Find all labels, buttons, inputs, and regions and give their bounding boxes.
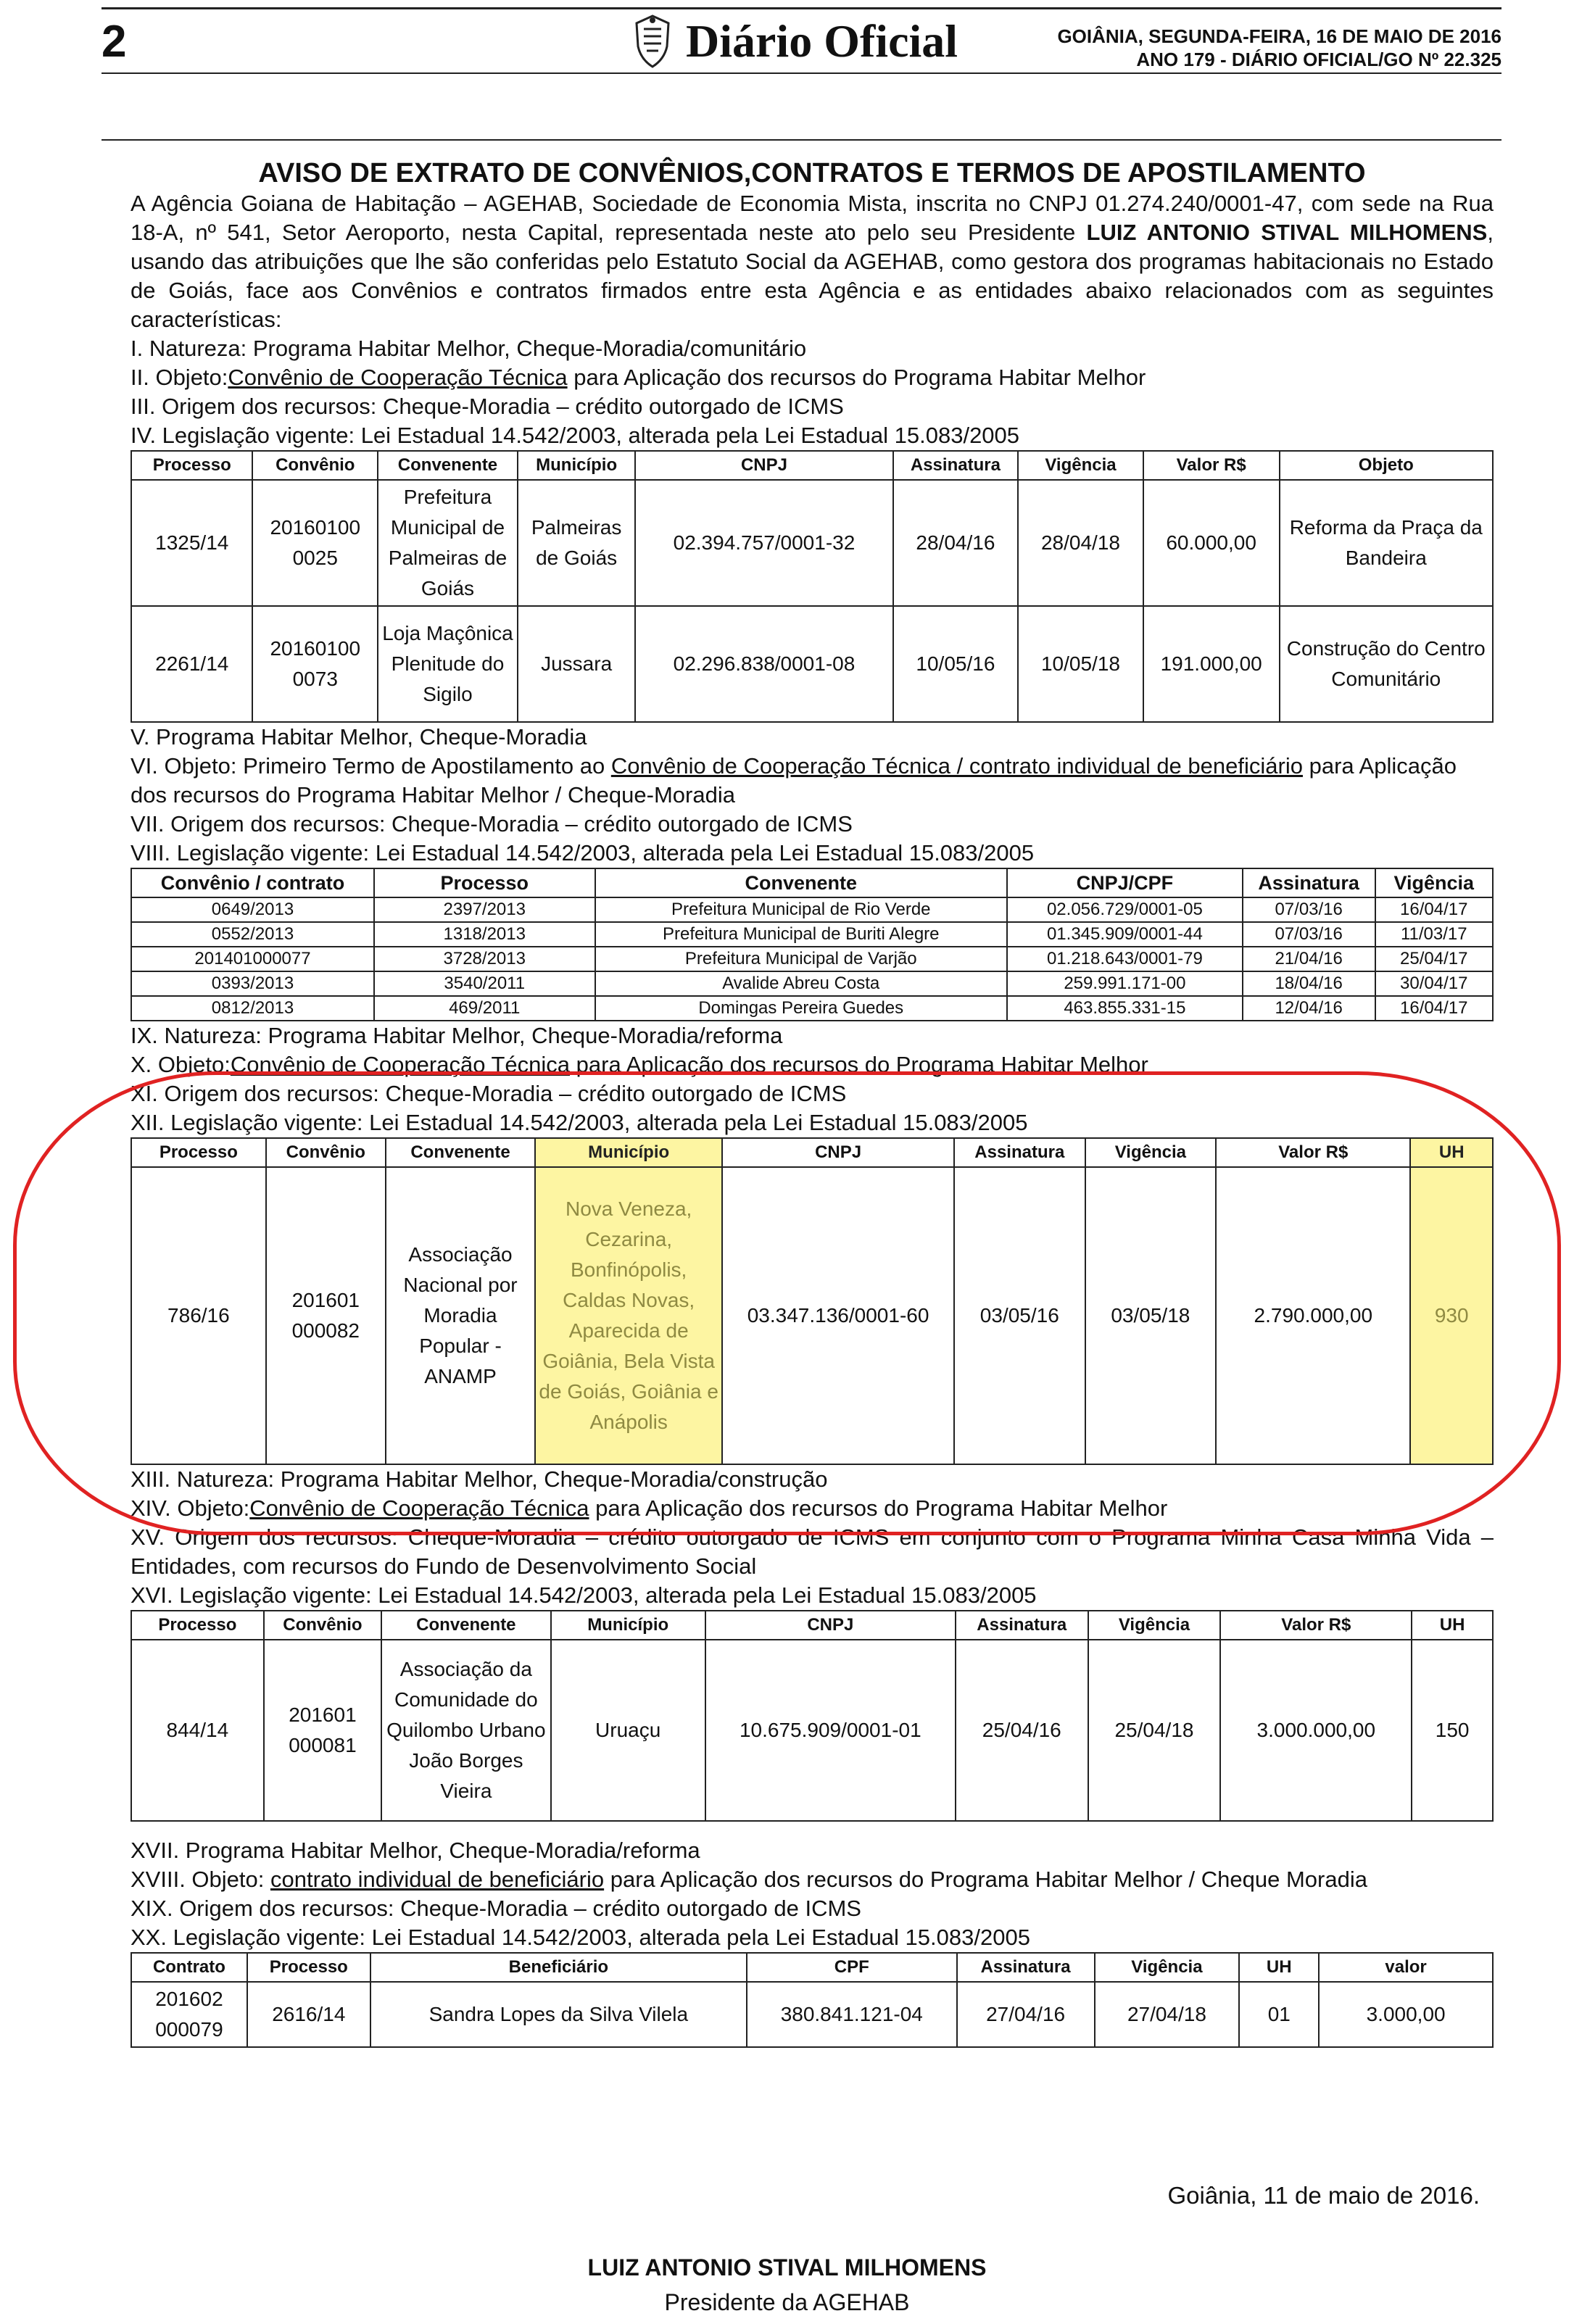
col-header: Valor R$ bbox=[1143, 451, 1280, 480]
header-bottom-rule bbox=[102, 72, 1501, 74]
item-xix: XIX. Origem dos recursos: Cheque-Moradia – crédito outorgado de ICMS bbox=[131, 1896, 861, 1921]
cell: 1325/14 bbox=[131, 480, 252, 606]
col-header: Objeto bbox=[1280, 451, 1493, 480]
table-convenio-quilombo bbox=[131, 1610, 1494, 1822]
cell: 07/03/16 bbox=[1243, 897, 1375, 922]
cell: Sandra Lopes da Silva Vilela bbox=[370, 1982, 747, 2047]
cell: 02.056.729/0001-05 bbox=[1007, 897, 1243, 922]
table-row bbox=[131, 897, 1493, 922]
cell: 12/04/16 bbox=[1243, 996, 1375, 1021]
item-vii: VII. Origem dos recursos: Cheque-Moradia – crédito outorgado de ICMS bbox=[131, 811, 853, 837]
table-row bbox=[131, 922, 1493, 947]
cell: 0812/2013 bbox=[131, 996, 374, 1021]
col-header: Beneficiário bbox=[370, 1953, 747, 1982]
item-ii-suffix: para Aplicação dos recursos do Programa Habitar Melhor bbox=[567, 365, 1146, 390]
item-viii: VIII. Legislação vigente: Lei Estadual 14.542/2003, alterada pela Lei Estadual 15.083/2005 bbox=[131, 840, 1035, 866]
item-xvii: XVII. Programa Habitar Melhor, Cheque-Moradia/reforma bbox=[131, 1838, 700, 1863]
page-number: 2 bbox=[102, 17, 127, 67]
cell: 20160100 0073 bbox=[252, 606, 378, 722]
cell: 844/14 bbox=[131, 1640, 264, 1821]
header-top-rule bbox=[102, 7, 1501, 9]
cell: 20160100 0025 bbox=[252, 480, 378, 606]
item-xiv-underlined: Convênio de Cooperação Técnica bbox=[249, 1495, 589, 1521]
cell: 30/04/17 bbox=[1375, 971, 1493, 996]
item-xviii bbox=[131, 1865, 1494, 1894]
cell: 10.675.909/0001-01 bbox=[705, 1640, 956, 1821]
cell: 786/16 bbox=[131, 1167, 266, 1464]
cell: 10/05/18 bbox=[1018, 606, 1143, 722]
col-header: Município bbox=[535, 1138, 722, 1167]
cell: Reforma da Praça da Bandeira bbox=[1280, 480, 1493, 606]
cell: 01.218.643/0001-79 bbox=[1007, 947, 1243, 971]
col-header: UH bbox=[1239, 1953, 1319, 1982]
col-header: Assinatura bbox=[1243, 868, 1375, 897]
cell: 07/03/16 bbox=[1243, 922, 1375, 947]
header-date: GOIÂNIA, SEGUNDA-FEIRA, 16 DE MAIO DE 2016 bbox=[1057, 25, 1501, 47]
place-date: Goiânia, 11 de maio de 2016. bbox=[1167, 2182, 1480, 2209]
col-header: Processo bbox=[131, 1611, 264, 1640]
president-name: LUIZ ANTONIO STIVAL MILHOMENS bbox=[1086, 220, 1488, 245]
cell: 25/04/16 bbox=[956, 1640, 1088, 1821]
cell: 02.296.838/0001-08 bbox=[635, 606, 892, 722]
item-iii: III. Origem dos recursos: Cheque-Moradia – crédito outorgado de ICMS bbox=[131, 394, 844, 419]
col-header: CNPJ bbox=[705, 1611, 956, 1640]
cell: 469/2011 bbox=[374, 996, 595, 1021]
notice-title: AVISO DE EXTRATO DE CONVÊNIOS,CONTRATOS E TERMOS DE APOSTILAMENTO bbox=[258, 158, 1366, 188]
item-v: V. Programa Habitar Melhor, Cheque-Moradia bbox=[131, 724, 587, 750]
item-ii-underlined: Convênio de Cooperação Técnica bbox=[228, 365, 568, 390]
table-contrato-individual bbox=[131, 1952, 1494, 2048]
col-header: Município bbox=[551, 1611, 705, 1640]
item-ix: IX. Natureza: Programa Habitar Melhor, Cheque-Moradia/reforma bbox=[131, 1023, 783, 1048]
cell: 2616/14 bbox=[247, 1982, 370, 2047]
cell: 3728/2013 bbox=[374, 947, 595, 971]
cell: Uruaçu bbox=[551, 1640, 705, 1821]
cell: Prefeitura Municipal de Buriti Alegre bbox=[595, 922, 1007, 947]
cell: 01 bbox=[1239, 1982, 1319, 2047]
header-edition: ANO 179 - DIÁRIO OFICIAL/GO Nº 22.325 bbox=[1136, 49, 1501, 70]
col-header: Convenente bbox=[378, 451, 518, 480]
cell: Prefeitura Municipal de Varjão bbox=[595, 947, 1007, 971]
cell: 25/04/18 bbox=[1088, 1640, 1221, 1821]
cell: 01.345.909/0001-44 bbox=[1007, 922, 1243, 947]
section-rule bbox=[102, 139, 1501, 141]
table-row bbox=[131, 1982, 1493, 2047]
item-x-prefix: X. Objeto: bbox=[131, 1052, 231, 1077]
col-header: Valor R$ bbox=[1216, 1138, 1410, 1167]
table-row bbox=[131, 606, 1493, 722]
cell: 201602 000079 bbox=[131, 1982, 247, 2047]
item-xiv-suffix: para Aplicação dos recursos do Programa Habitar Melhor bbox=[589, 1495, 1168, 1521]
col-header: Processo bbox=[131, 1138, 266, 1167]
col-header: Vigência bbox=[1085, 1138, 1217, 1167]
cell: Associação da Comunidade do Quilombo Urbano João Borges Vieira bbox=[381, 1640, 550, 1821]
cell: 25/04/17 bbox=[1375, 947, 1493, 971]
col-header: Vigência bbox=[1088, 1611, 1221, 1640]
cell: 28/04/16 bbox=[893, 480, 1019, 606]
cell: 2.790.000,00 bbox=[1216, 1167, 1410, 1464]
table-row bbox=[131, 971, 1493, 996]
col-header: CNPJ/CPF bbox=[1007, 868, 1243, 897]
item-vi-suffix: para Aplicação dos recursos do Programa Habitar Melhor / Cheque-Moradia bbox=[131, 753, 1457, 808]
masthead bbox=[631, 13, 958, 70]
item-ii-prefix: II. Objeto: bbox=[131, 365, 228, 390]
col-header: Convênio bbox=[252, 451, 378, 480]
table-row bbox=[131, 996, 1493, 1021]
cell: 21/04/16 bbox=[1243, 947, 1375, 971]
cell: 0649/2013 bbox=[131, 897, 374, 922]
cell: 201601 000082 bbox=[266, 1167, 386, 1464]
col-header: Convenente bbox=[386, 1138, 535, 1167]
col-header: Processo bbox=[131, 451, 252, 480]
signatory-name: LUIZ ANTONIO STIVAL MILHOMENS bbox=[587, 2254, 987, 2281]
cell: 03/05/18 bbox=[1085, 1167, 1217, 1464]
col-header: Convênio / contrato bbox=[131, 868, 374, 897]
table-convenios-1 bbox=[131, 450, 1494, 723]
item-x-suffix: para Aplicação dos recursos do Programa Habitar Melhor bbox=[570, 1052, 1148, 1077]
col-header: Convenente bbox=[595, 868, 1007, 897]
cell: 02.394.757/0001-32 bbox=[635, 480, 892, 606]
col-header: Valor R$ bbox=[1220, 1611, 1412, 1640]
table-header-row bbox=[131, 451, 1493, 480]
col-header: valor bbox=[1319, 1953, 1493, 1982]
item-i: I. Natureza: Programa Habitar Melhor, Cheque-Moradia/comunitário bbox=[131, 336, 807, 361]
cell: Loja Maçônica Plenitude do Sigilo bbox=[378, 606, 518, 722]
col-header: UH bbox=[1410, 1138, 1493, 1167]
col-header: Assinatura bbox=[956, 1611, 1088, 1640]
col-header: Convênio bbox=[266, 1138, 386, 1167]
cell: 463.855.331-15 bbox=[1007, 996, 1243, 1021]
item-vi-underlined: Convênio de Cooperação Técnica / contrato individual de beneficiário bbox=[610, 753, 1303, 779]
spacer bbox=[131, 1822, 1494, 1836]
table-header-row bbox=[131, 868, 1493, 897]
header-info bbox=[1057, 25, 1501, 71]
cell: 03/05/16 bbox=[954, 1167, 1085, 1464]
intro-paragraph bbox=[131, 189, 1494, 334]
item-xviii-prefix: XVIII. Objeto: bbox=[131, 1867, 270, 1892]
cell: 18/04/16 bbox=[1243, 971, 1375, 996]
red-annotation-circle bbox=[13, 1071, 1561, 1535]
col-header: Vigência bbox=[1375, 868, 1493, 897]
cell: Jussara bbox=[518, 606, 635, 722]
highlighted-municipios-cell: Nova Veneza, Cezarina, Bonfinópolis, Caldas Novas, Aparecida de Goiânia, Bela Vista de Goiás, Goiânia e Anápolis bbox=[535, 1167, 722, 1464]
item-xii: XII. Legislação vigente: Lei Estadual 14.542/2003, alterada pela Lei Estadual 15.083/2005 bbox=[131, 1110, 1028, 1135]
cell: 380.841.121-04 bbox=[747, 1982, 957, 2047]
col-header: Processo bbox=[374, 868, 595, 897]
intro-text-2: , usando das atribuições que lhe são conferidas pelo Estatuto Social da AGEHAB, como gestora dos programas habitacionais no Estado de Goiás, face aos Convênios e contratos firmados entre esta Agência e as entidades abaixo relacionados com as seguintes características: bbox=[131, 220, 1494, 332]
signatory-role: Presidente da AGEHAB bbox=[664, 2289, 910, 2315]
cell: 28/04/18 bbox=[1018, 480, 1143, 606]
cell: 27/04/18 bbox=[1095, 1982, 1240, 2047]
item-vi-prefix: VI. Objeto: Primeiro Termo de Apostilamento ao bbox=[131, 753, 611, 779]
cell: 10/05/16 bbox=[893, 606, 1019, 722]
table-row bbox=[131, 947, 1493, 971]
cell: 27/04/16 bbox=[957, 1982, 1095, 2047]
cell: 03.347.136/0001-60 bbox=[722, 1167, 954, 1464]
intro-text-1: A Agência Goiana de Habitação – AGEHAB, Sociedade de Economia Mista, inscrita no CNPJ 01.274.240/0001-47, com sede na Rua 18-A, nº 541, Setor Aeroporto, nesta Capital, representada neste ato pelo seu Presidente bbox=[131, 191, 1494, 245]
item-xvi: XVI. Legislação vigente: Lei Estadual 14.542/2003, alterada pela Lei Estadual 15.083/2005 bbox=[131, 1582, 1037, 1608]
col-header: Processo bbox=[247, 1953, 370, 1982]
cell: 11/03/17 bbox=[1375, 922, 1493, 947]
item-xiv-prefix: XIV. Objeto: bbox=[131, 1495, 250, 1521]
col-header: Contrato bbox=[131, 1953, 247, 1982]
highlighted-uh-cell: 930 bbox=[1410, 1167, 1493, 1464]
col-header: Assinatura bbox=[954, 1138, 1085, 1167]
cell: 16/04/17 bbox=[1375, 996, 1493, 1021]
item-iv: IV. Legislação vigente: Lei Estadual 14.542/2003, alterada pela Lei Estadual 15.083/2005 bbox=[131, 423, 1020, 448]
item-xv: XV. Origem dos recursos: Cheque-Moradia – crédito outorgado de ICMS em conjunto com o Programa Minha Casa Minha Vida – Entidades, com recursos do Fundo de Desenvolvimento Social bbox=[131, 1524, 1494, 1579]
table-row bbox=[131, 1640, 1493, 1821]
cell: Palmeiras de Goiás bbox=[518, 480, 635, 606]
item-xiii: XIII. Natureza: Programa Habitar Melhor, Cheque-Moradia/construção bbox=[131, 1466, 828, 1492]
col-header: Convênio bbox=[264, 1611, 381, 1640]
cell: 201401000077 bbox=[131, 947, 374, 971]
table-header-row bbox=[131, 1611, 1493, 1640]
table-apostilamentos bbox=[131, 868, 1494, 1021]
cell: 259.991.171-00 bbox=[1007, 971, 1243, 996]
item-ii bbox=[131, 363, 1494, 392]
cell: Prefeitura Municipal de Rio Verde bbox=[595, 897, 1007, 922]
cell: 0552/2013 bbox=[131, 922, 374, 947]
table-row bbox=[131, 480, 1493, 606]
cell: 0393/2013 bbox=[131, 971, 374, 996]
cell: 2397/2013 bbox=[374, 897, 595, 922]
cell: Domingas Pereira Guedes bbox=[595, 996, 1007, 1021]
col-header: Assinatura bbox=[957, 1953, 1095, 1982]
cell: Associação Nacional por Moradia Popular - ANAMP bbox=[386, 1167, 535, 1464]
cell: 191.000,00 bbox=[1143, 606, 1280, 722]
col-header: Assinatura bbox=[893, 451, 1019, 480]
cell: 60.000,00 bbox=[1143, 480, 1280, 606]
table-header-row bbox=[131, 1953, 1493, 1982]
cell: Avalide Abreu Costa bbox=[595, 971, 1007, 996]
col-header: CPF bbox=[747, 1953, 957, 1982]
cell: 3.000.000,00 bbox=[1220, 1640, 1412, 1821]
paper-name: Diário Oficial bbox=[686, 15, 958, 67]
cell: 150 bbox=[1412, 1640, 1493, 1821]
item-xi: XI. Origem dos recursos: Cheque-Moradia – crédito outorgado de ICMS bbox=[131, 1081, 847, 1106]
cell: 3.000,00 bbox=[1319, 1982, 1493, 2047]
cell: 201601 000081 bbox=[264, 1640, 381, 1821]
cell: Prefeitura Municipal de Palmeiras de Goiás bbox=[378, 480, 518, 606]
col-header: UH bbox=[1412, 1611, 1493, 1640]
item-vi bbox=[131, 752, 1494, 810]
cell: 1318/2013 bbox=[374, 922, 595, 947]
col-header: Convenente bbox=[381, 1611, 550, 1640]
item-xviii-suffix: para Aplicação dos recursos do Programa Habitar Melhor / Cheque Moradia bbox=[604, 1867, 1367, 1892]
cell: Construção do Centro Comunitário bbox=[1280, 606, 1493, 722]
item-xx: XX. Legislação vigente: Lei Estadual 14.542/2003, alterada pela Lei Estadual 15.083/2005 bbox=[131, 1925, 1030, 1950]
cell: 3540/2011 bbox=[374, 971, 595, 996]
item-x-underlined: Convênio de Cooperação Técnica bbox=[230, 1052, 571, 1077]
col-header: CNPJ bbox=[722, 1138, 954, 1167]
item-xviii-underlined: contrato individual de beneficiário bbox=[270, 1867, 605, 1892]
cell: 2261/14 bbox=[131, 606, 252, 722]
col-header: Município bbox=[518, 451, 635, 480]
col-header: Vigência bbox=[1018, 451, 1143, 480]
col-header: Vigência bbox=[1095, 1953, 1240, 1982]
col-header: CNPJ bbox=[635, 451, 892, 480]
coat-of-arms-icon bbox=[631, 13, 674, 70]
cell: 16/04/17 bbox=[1375, 897, 1493, 922]
